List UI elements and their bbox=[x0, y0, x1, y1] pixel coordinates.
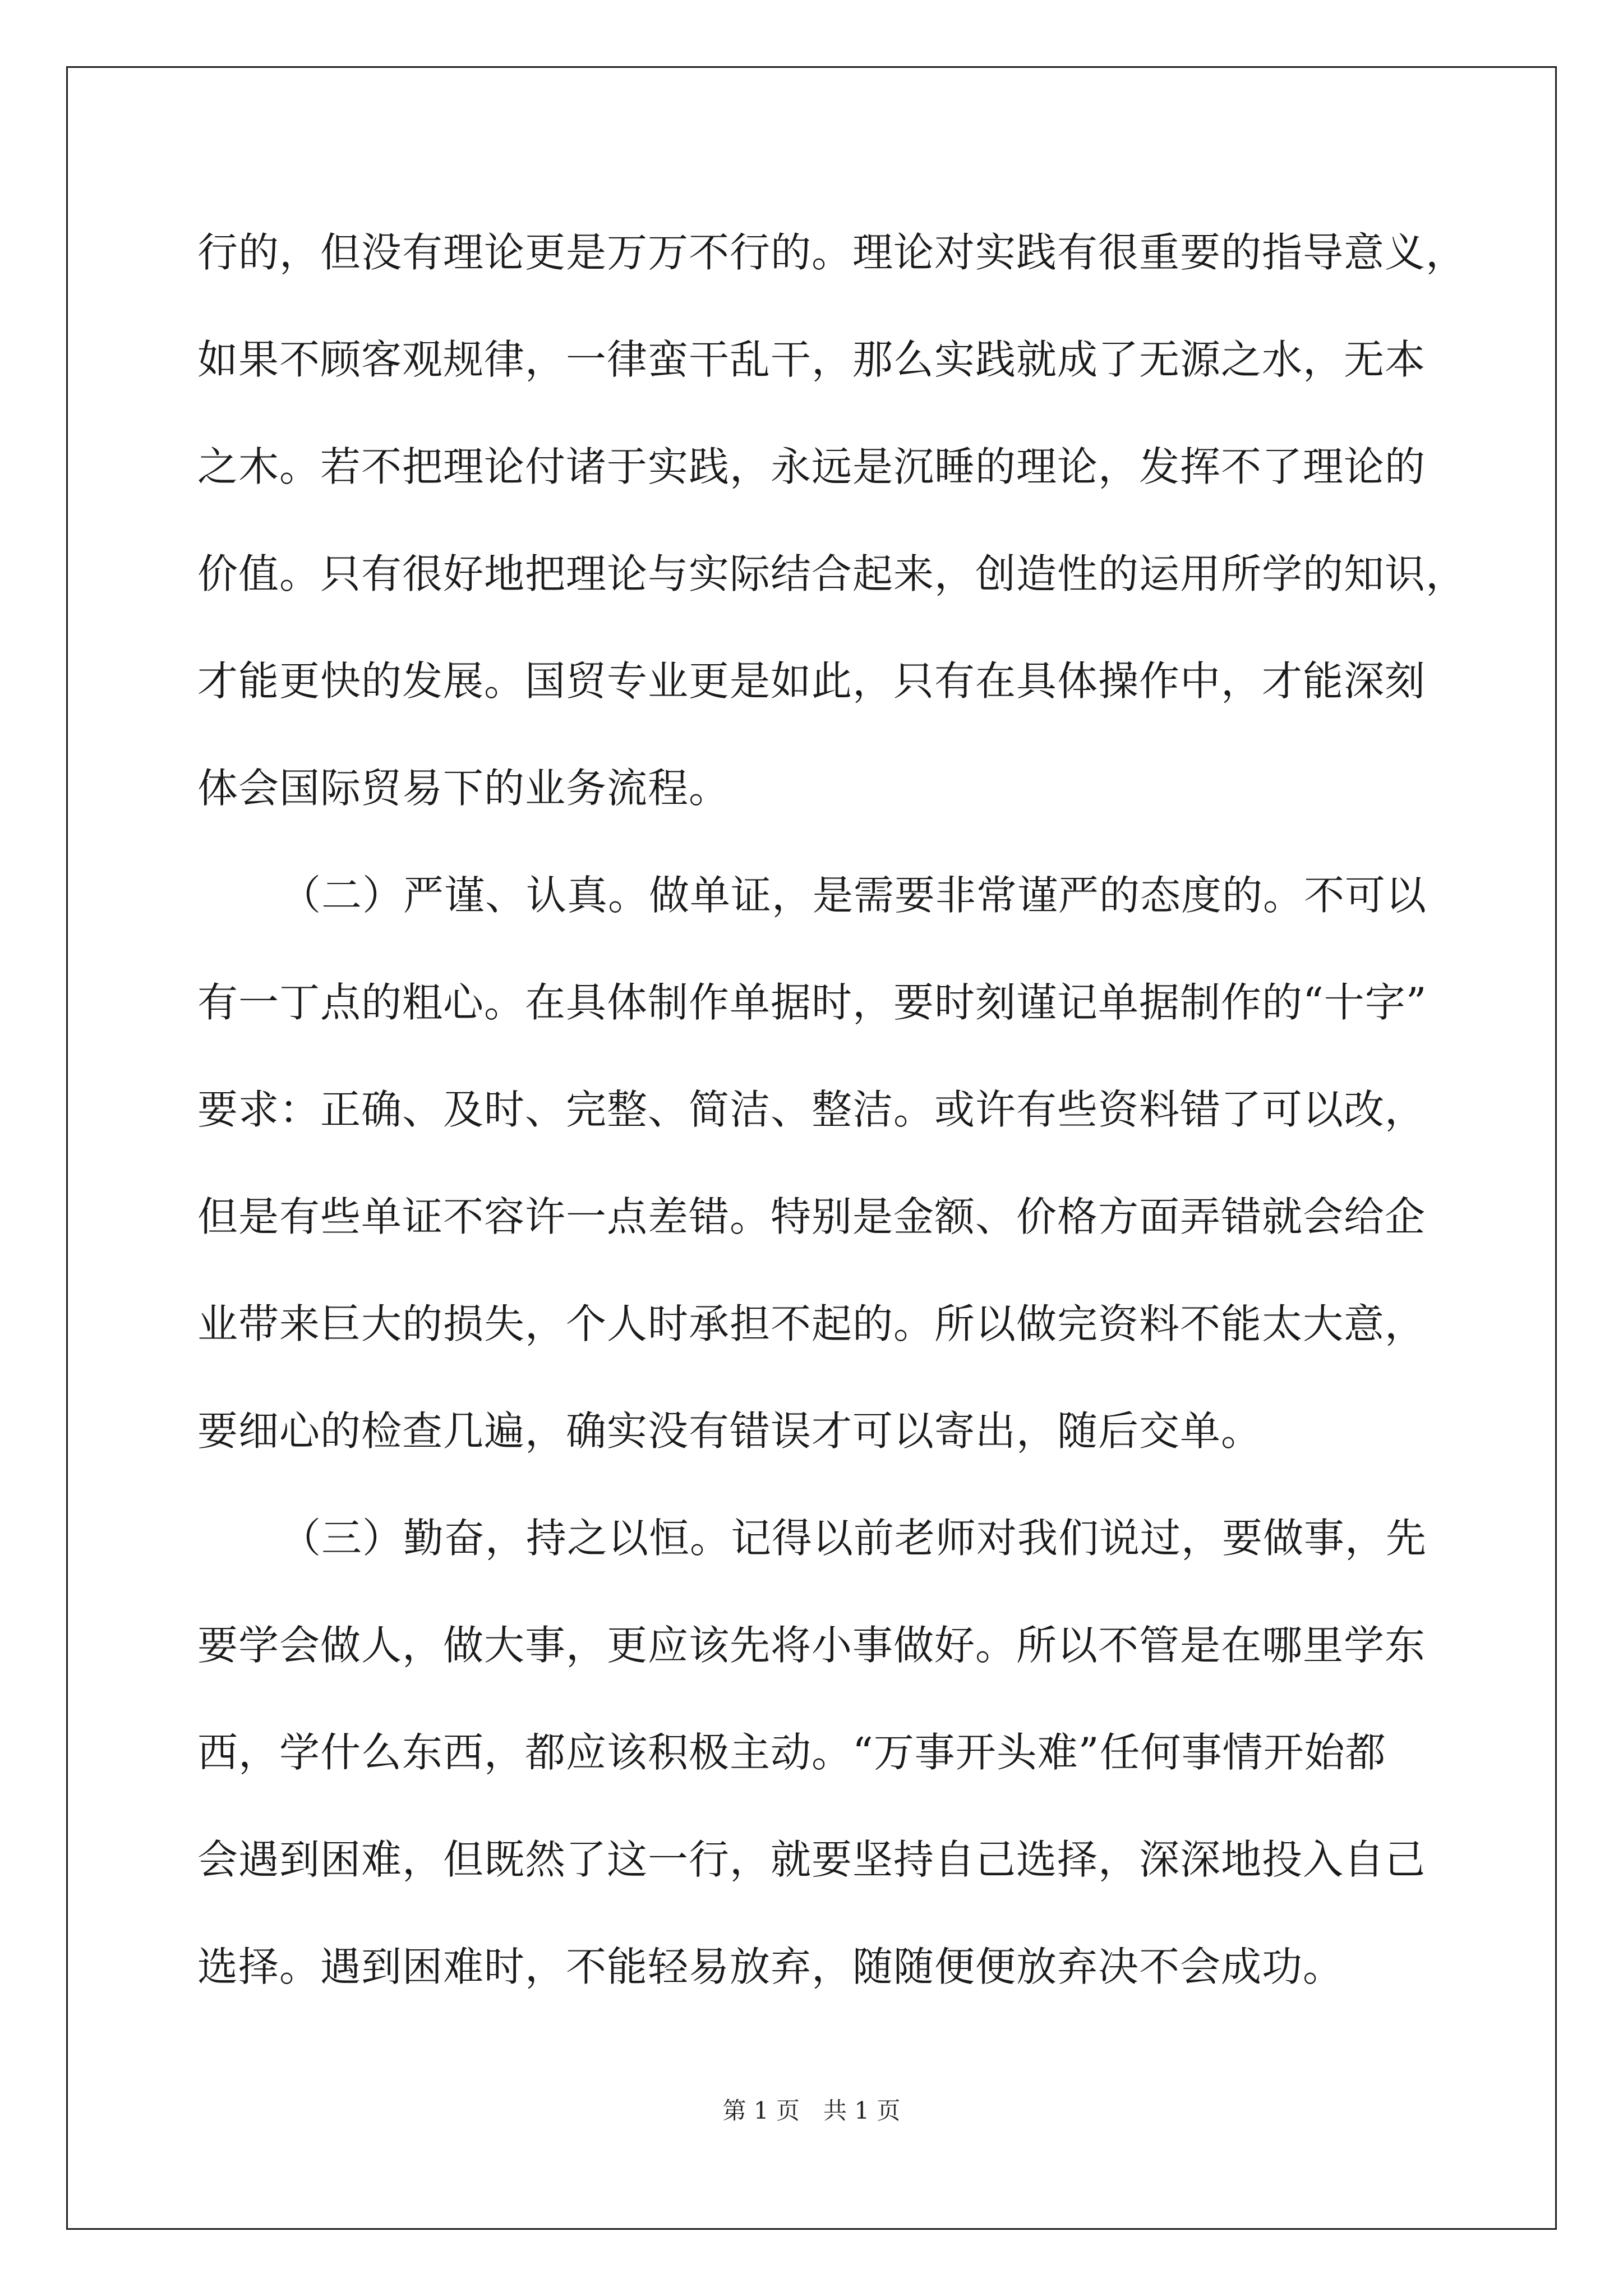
text-line: 有一丁点的粗心。在具体制作单据时，要时刻谨记单据制作的“十字” bbox=[197, 979, 1427, 1026]
page-number-footer: 第 1 页 共 1 页 bbox=[722, 2097, 901, 2124]
text-line: 行的，但没有理论更是万万不行的。理论对实践有很重要的指导意义， bbox=[197, 229, 1467, 276]
paragraph-first-line: （三）勤奋，持之以恒。记得以前老师对我们说过，要做事，先 bbox=[280, 1515, 1427, 1562]
text-line: 价值。只有很好地把理论与实际结合起来，创造性的运用所学的知识， bbox=[197, 550, 1467, 597]
text-line: 之木。若不把理论付诸于实践，永远是沉睡的理论，发挥不了理论的 bbox=[197, 443, 1426, 490]
paragraph-first-line: （二）严谨、认真。做单证，是需要非常谨严的态度的。不可以 bbox=[280, 872, 1427, 919]
text-line: 要学会做人，做大事，更应该先将小事做好。所以不管是在哪里学东 bbox=[197, 1622, 1426, 1669]
text-line: 西，学什么东西，都应该积极主动。“万事开头难”任何事情开始都 bbox=[197, 1729, 1386, 1776]
text-line: 业带来巨大的损失，个人时承担不起的。所以做完资料不能太大意， bbox=[197, 1300, 1426, 1347]
text-line: 选择。遇到困难时，不能轻易放弃，随随便便放弃决不会成功。 bbox=[197, 1943, 1344, 1990]
text-line: 体会国际贸易下的业务流程。 bbox=[197, 765, 730, 812]
text-line: 会遇到困难，但既然了这一行，就要坚持自己选择，深深地投入自己 bbox=[197, 1836, 1426, 1883]
text-line: 要求：正确、及时、完整、简洁、整洁。或许有些资料错了可以改， bbox=[197, 1086, 1426, 1133]
text-line: 才能更快的发展。国贸专业更是如此，只有在具体操作中，才能深刻 bbox=[197, 657, 1426, 705]
text-line: 要细心的检查几遍，确实没有错误才可以寄出，随后交单。 bbox=[197, 1407, 1262, 1455]
text-line: 如果不顾客观规律，一律蛮干乱干，那么实践就成了无源之水，无本 bbox=[197, 336, 1426, 383]
text-line: 但是有些单证不容许一点差错。特别是金额、价格方面弄错就会给企 bbox=[197, 1193, 1426, 1240]
document-body bbox=[197, 199, 1467, 2021]
